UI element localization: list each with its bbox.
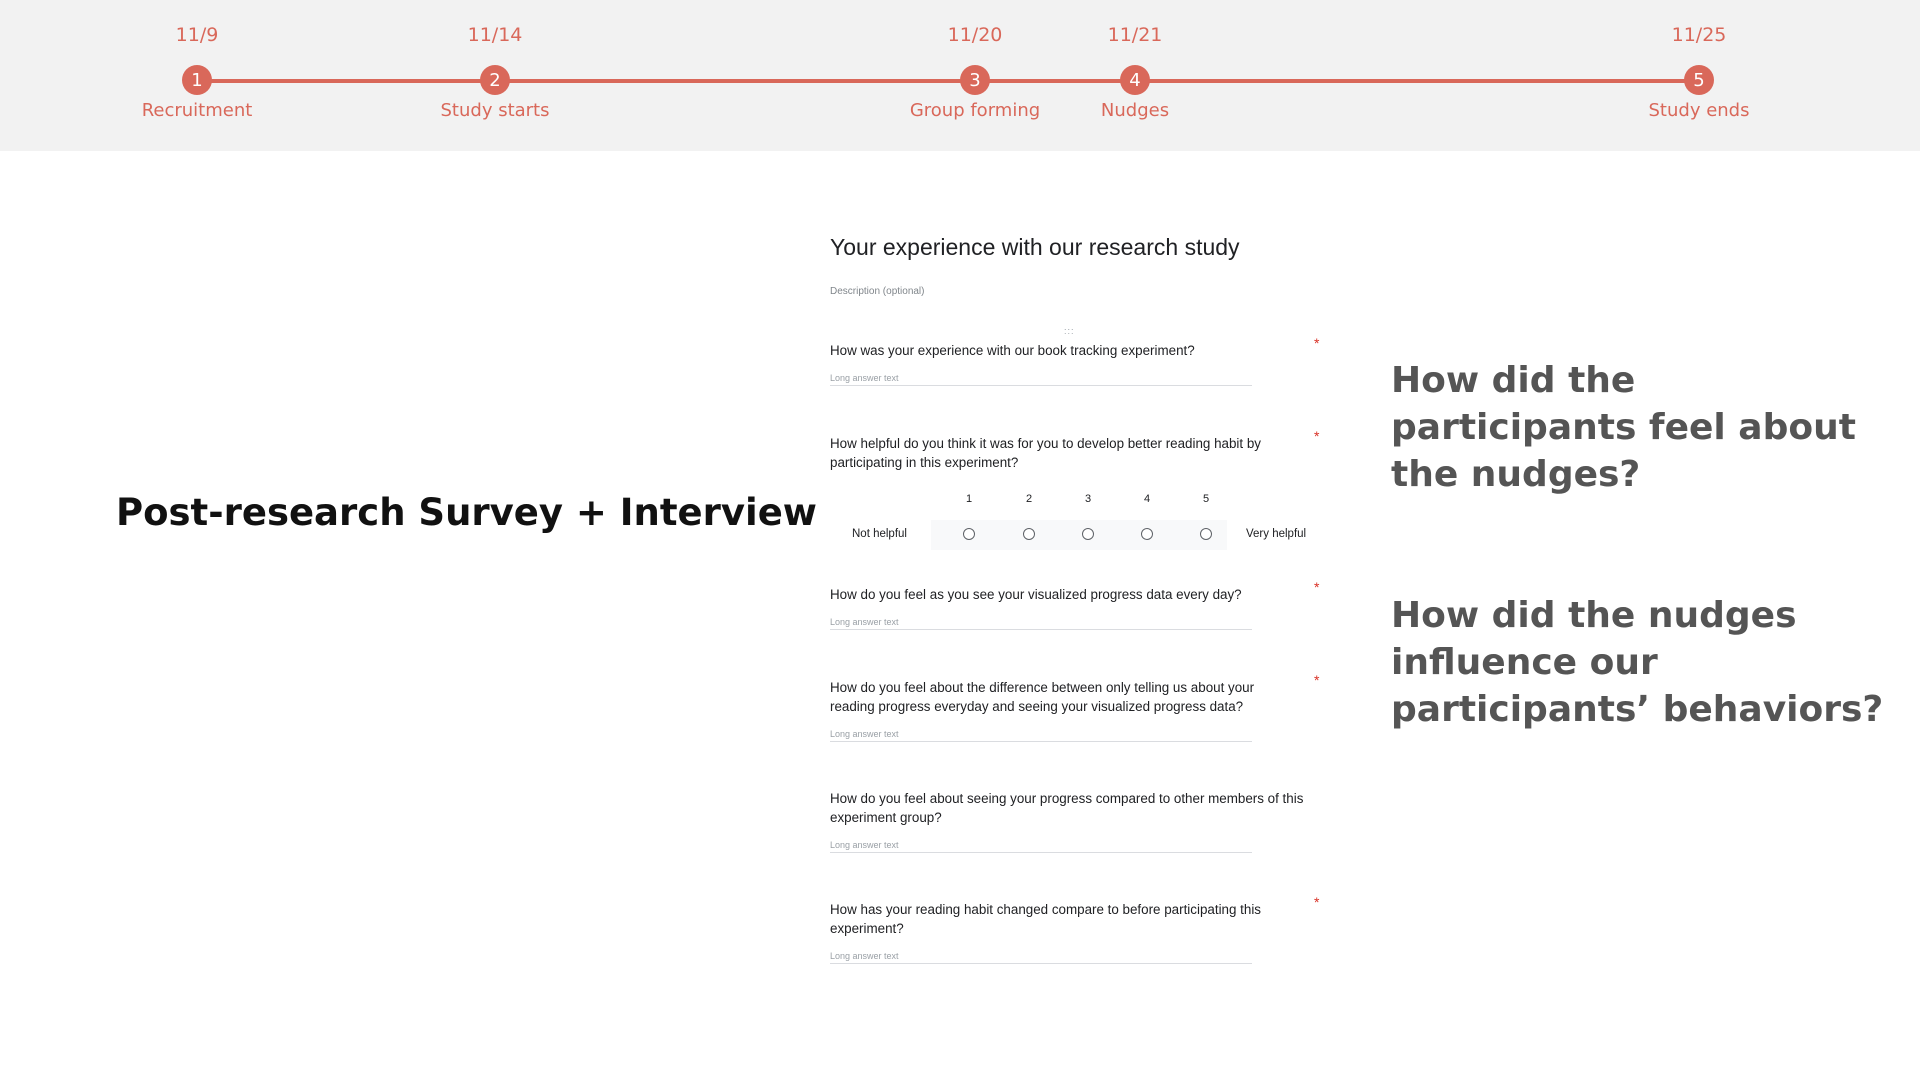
- milestone-label: Recruitment: [141, 100, 253, 121]
- research-question-line: How did the: [1391, 360, 1636, 401]
- question-text: How has your reading habit changed compare to before participating this experiment?: [830, 902, 1261, 936]
- scale-radio-2[interactable]: [1023, 528, 1035, 540]
- scale-low-label: Not helpful: [852, 528, 907, 540]
- drag-handle-icon: :::: [1064, 326, 1075, 336]
- milestone-label: Group forming: [909, 100, 1041, 121]
- long-answer-field[interactable]: Long answer text: [830, 373, 1252, 386]
- milestone-date: 11/20: [947, 24, 1003, 46]
- question-3: [830, 579, 1340, 627]
- long-answer-field[interactable]: Long answer text: [830, 840, 1252, 853]
- scale-number: 4: [1143, 493, 1151, 505]
- question-text: How do you feel about the difference between only telling us about your reading progress everyday and seeing your visualized progress data?: [830, 680, 1255, 714]
- scale-numbers: [830, 493, 1330, 509]
- scale-radio-4[interactable]: [1141, 528, 1153, 540]
- scale-background: [931, 520, 1227, 550]
- question-text: How do you feel as you see your visualized progress data every day?: [830, 587, 1242, 602]
- research-question-line: participants’ behaviors?: [1391, 689, 1884, 730]
- milestone-marker: 3: [960, 65, 990, 95]
- required-asterisk: *: [1314, 672, 1320, 688]
- milestone-marker: 2: [480, 65, 510, 95]
- long-answer-field[interactable]: Long answer text: [830, 617, 1252, 630]
- slide-heading: Post-research Survey + Interview: [116, 491, 817, 534]
- scale-number: 3: [1084, 493, 1092, 505]
- scale-radio-3[interactable]: [1082, 528, 1094, 540]
- question-text: How helpful do you think it was for you to develop better reading habit by participating in this experiment?: [830, 436, 1261, 470]
- milestone-label: Nudges: [1100, 100, 1170, 121]
- milestone-date: 11/25: [1671, 24, 1727, 46]
- scale-radio-1[interactable]: [963, 528, 975, 540]
- milestone-marker: 1: [182, 65, 212, 95]
- research-question-line: influence our: [1391, 642, 1658, 683]
- long-answer-field[interactable]: Long answer text: [830, 729, 1252, 742]
- scale-number: 2: [1025, 493, 1033, 505]
- research-question-2: [1391, 592, 1883, 733]
- required-asterisk: *: [1314, 894, 1320, 910]
- milestone-date: 11/14: [467, 24, 523, 46]
- milestone-date: 11/21: [1107, 24, 1163, 46]
- research-question-1: [1391, 357, 1856, 498]
- question-2: [830, 428, 1340, 472]
- linear-scale: [830, 520, 1330, 550]
- question-text: How do you feel about seeing your progress compared to other members of this experiment group?: [830, 791, 1304, 825]
- question-6: [830, 894, 1340, 961]
- scale-number: 1: [965, 493, 973, 505]
- required-asterisk: *: [1314, 579, 1320, 595]
- form-title: Your experience with our research study: [830, 234, 1240, 260]
- milestone-marker: 5: [1684, 65, 1714, 95]
- required-asterisk: *: [1314, 428, 1320, 444]
- milestone-marker: 4: [1120, 65, 1150, 95]
- scale-high-label: Very helpful: [1246, 528, 1307, 540]
- required-asterisk: *: [1314, 335, 1320, 351]
- long-answer-field[interactable]: Long answer text: [830, 951, 1252, 964]
- milestone-label: Study starts: [440, 100, 550, 121]
- scale-number: 5: [1202, 493, 1210, 505]
- question-5: [830, 789, 1340, 850]
- milestone-label: Study ends: [1648, 100, 1750, 121]
- form-description: Description (optional): [830, 286, 925, 297]
- question-1: [830, 335, 1340, 383]
- milestone-date: 11/9: [175, 24, 219, 46]
- research-question-line: participants feel about: [1391, 407, 1856, 448]
- question-text: How was your experience with our book tracking experiment?: [830, 343, 1195, 358]
- question-4: [830, 672, 1340, 739]
- survey-form-screenshot: [830, 0, 1330, 1080]
- research-question-line: the nudges?: [1391, 454, 1641, 495]
- scale-radio-5[interactable]: [1200, 528, 1212, 540]
- research-question-line: How did the nudges: [1391, 595, 1797, 636]
